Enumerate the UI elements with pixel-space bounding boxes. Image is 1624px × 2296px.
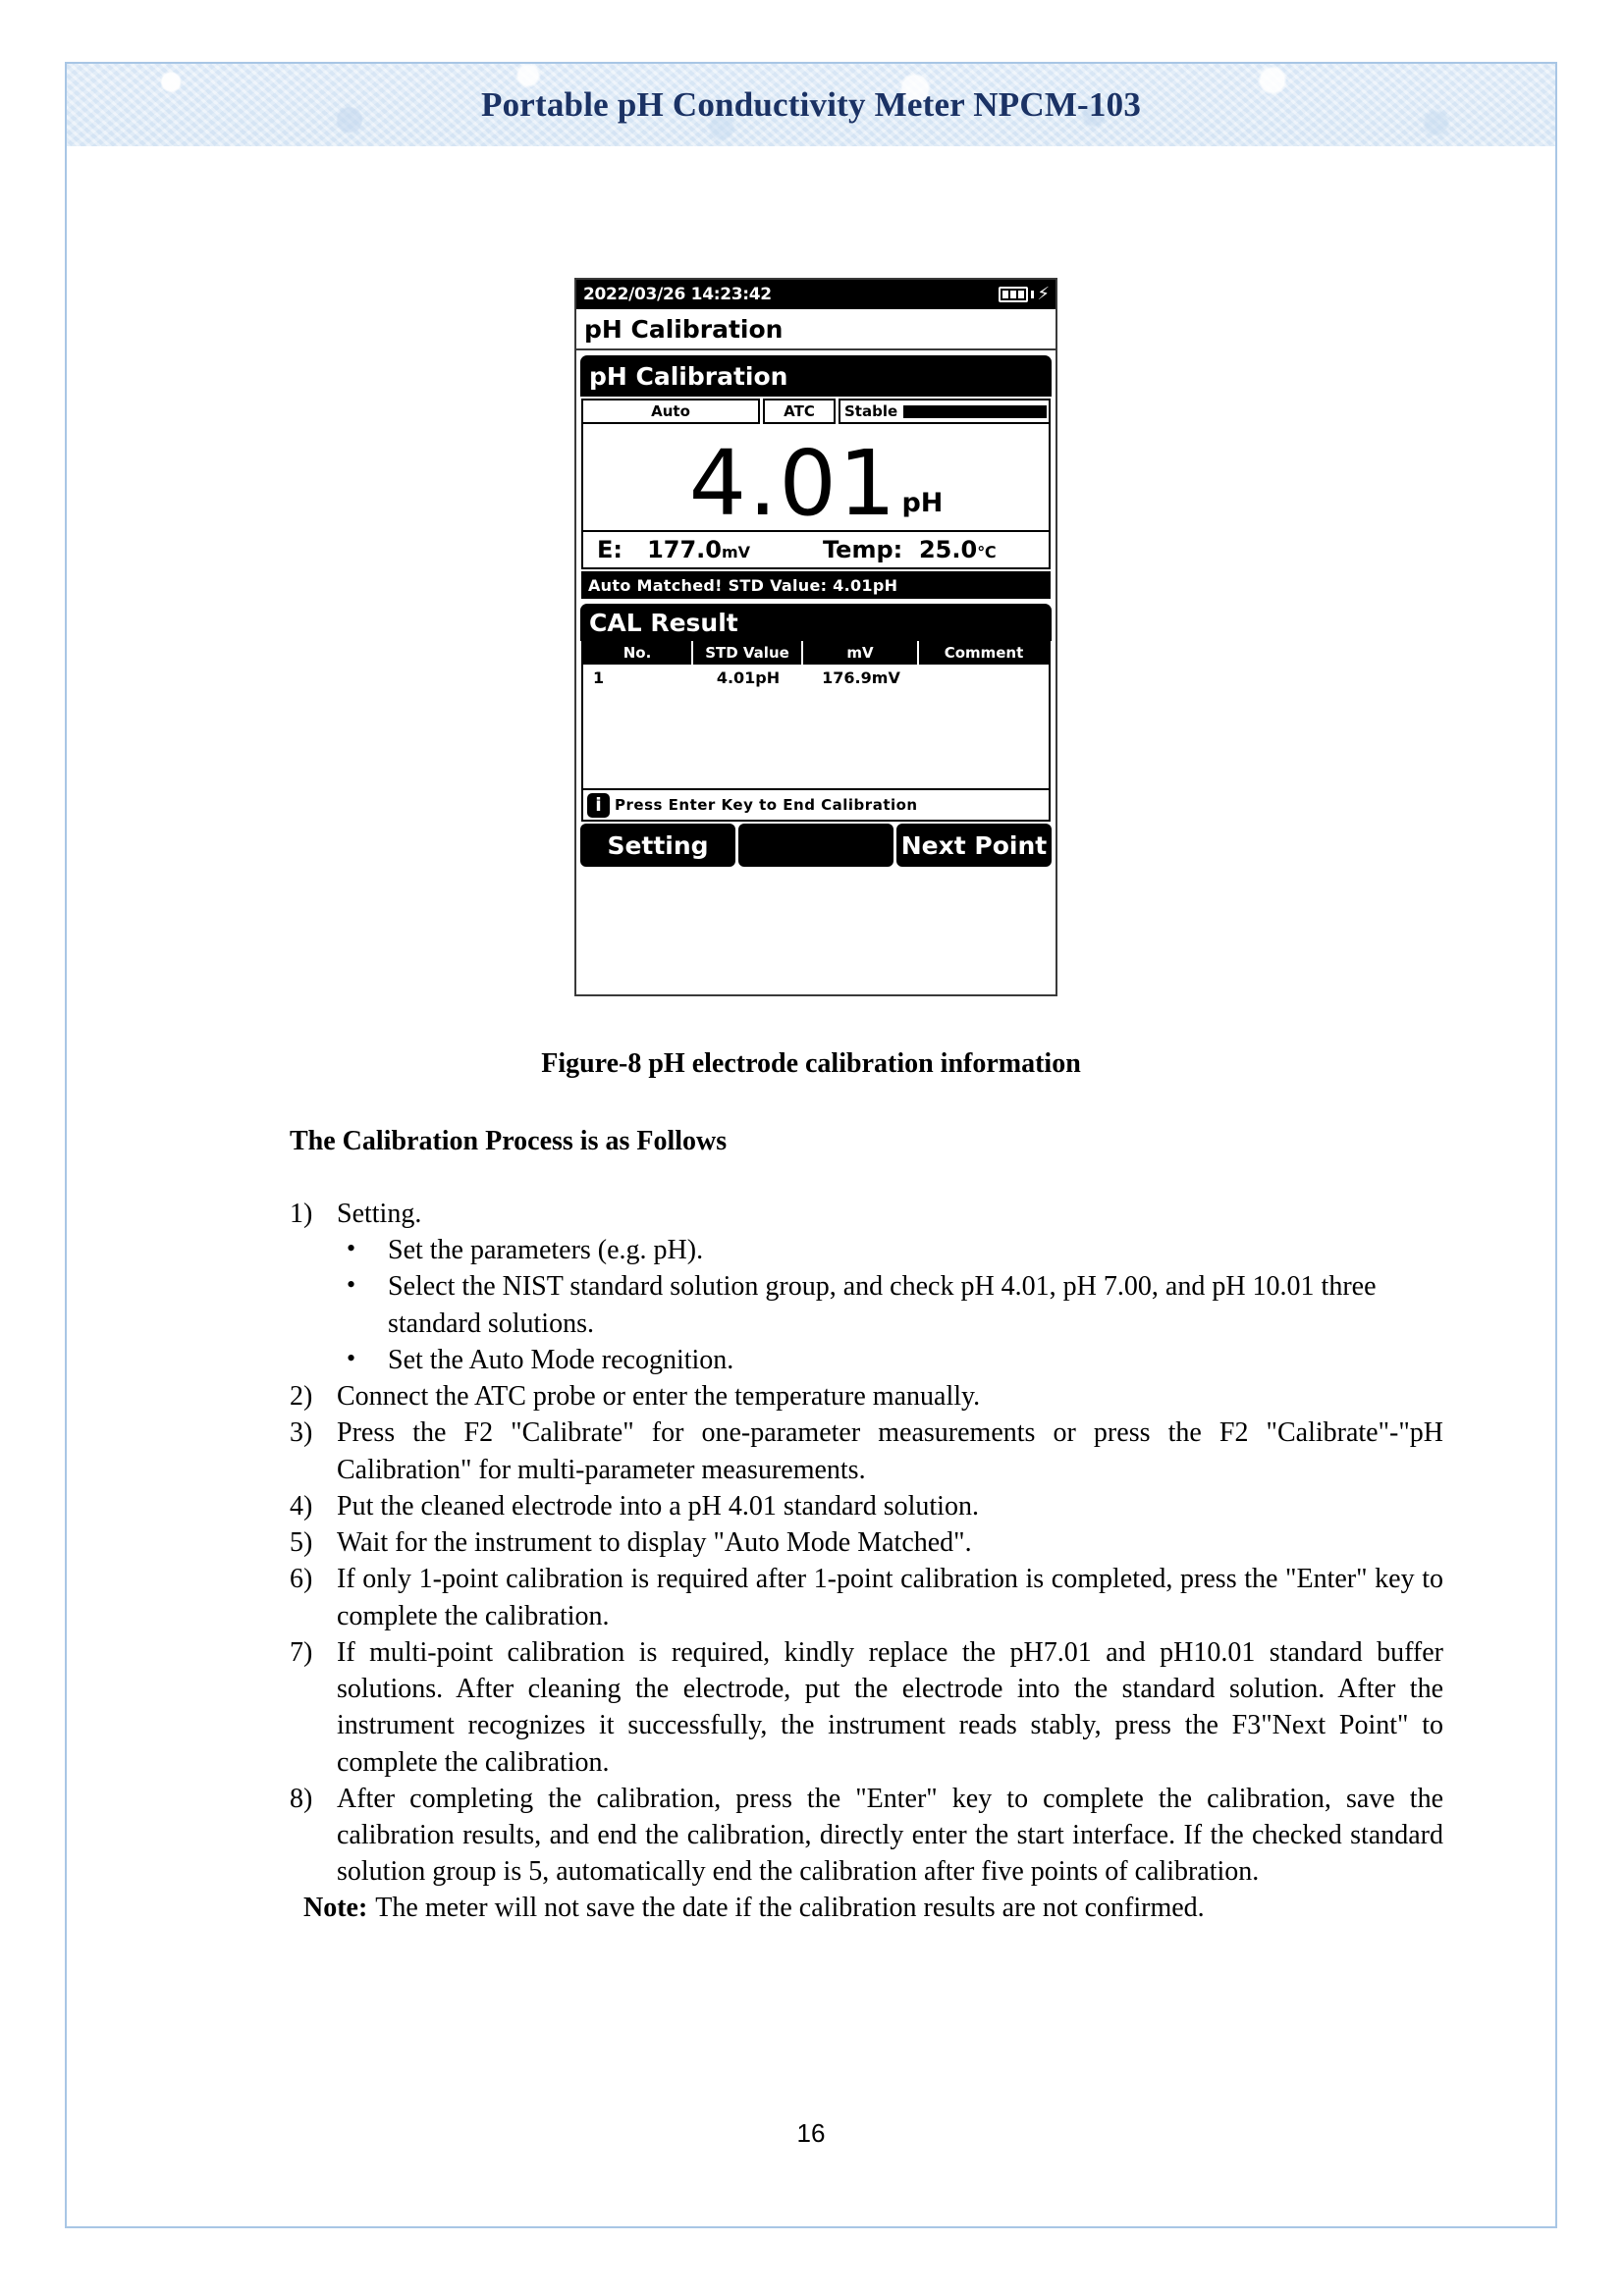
softkey-middle[interactable] [738, 824, 893, 867]
page-title: Portable pH Conductivity Meter NPCM-103 [480, 85, 1142, 124]
reading-unit: pH [901, 488, 944, 518]
device-measurement-row [581, 530, 1051, 569]
cal-result-table [581, 641, 1051, 790]
table-row [583, 665, 1049, 690]
cell-mv: 176.9mV [822, 667, 900, 687]
electrode-potential-readout [583, 536, 823, 563]
info-icon: i [587, 793, 610, 818]
note-text: The meter will not save the date if the calibration results are not confirmed. [375, 1893, 1205, 1924]
list-text: After completing the calibration, press the "Enter" key to complete the calibration, save the calibration results, and end the calibration, directly enter the start interface. If the checked standard solution group is 5, automatically end the calibration after five points of calibration. [337, 1783, 1443, 1888]
temperature-readout [823, 536, 1049, 563]
bullet-icon: • [347, 1270, 356, 1300]
info-bar-text: Press Enter Key to End Calibration [615, 796, 918, 814]
mode-badge-atc: ATC [763, 399, 836, 424]
list-text: Wait for the instrument to display "Auto Mode Matched". [337, 1527, 972, 1559]
list-item [347, 1342, 1443, 1378]
column-header-mv: mV [803, 641, 919, 665]
battery-icon [999, 287, 1028, 302]
note-paragraph [290, 1890, 1443, 1926]
battery-tip-icon [1031, 291, 1034, 298]
list-item [290, 1561, 1443, 1633]
device-status-bar [576, 280, 1056, 309]
list-marker: 5) [290, 1527, 313, 1559]
list-item [290, 1634, 1443, 1781]
list-item [347, 1232, 1443, 1268]
e-unit: mV [722, 543, 751, 561]
softkey-next-point[interactable]: Next Point [896, 824, 1052, 867]
list-item [290, 1415, 1443, 1487]
mode-badge-auto: Auto [581, 399, 760, 424]
temp-unit: ℃ [977, 543, 997, 561]
list-text: Put the cleaned electrode into a pH 4.01 standard solution. [337, 1490, 979, 1522]
list-item [290, 1781, 1443, 1891]
cal-result-header: CAL Result [580, 604, 1052, 641]
stability-progress-bar [903, 405, 1047, 418]
list-item [290, 1524, 1443, 1561]
list-marker: 1) [290, 1199, 313, 1229]
column-header-comment: Comment [944, 644, 1024, 662]
list-marker: 2) [290, 1381, 313, 1413]
mode-badge-stable [839, 399, 1051, 424]
document-header-band [67, 64, 1555, 146]
list-marker: 6) [290, 1564, 313, 1595]
list-text: Set the parameters (e.g. pH). [388, 1235, 704, 1266]
section-heading: The Calibration Process is as Follows [290, 1126, 728, 1156]
list-text: Set the Auto Mode recognition. [388, 1344, 734, 1375]
status-icons [999, 286, 1050, 303]
list-marker: 4) [290, 1490, 313, 1522]
device-screen-figure [574, 278, 1057, 996]
softkey-setting[interactable]: Setting [580, 824, 735, 867]
status-datetime: 2022/03/26 14:23:42 [583, 285, 772, 304]
figure-caption: Figure-8 pH electrode calibration information [541, 1048, 1081, 1079]
temp-value: 25.0 [918, 536, 978, 563]
column-header-no: No. [583, 641, 693, 665]
note-label: Note: [303, 1893, 368, 1924]
list-text: Connect the ATC probe or enter the temperature manually. [337, 1381, 981, 1413]
device-screen-title: pH Calibration [576, 309, 1056, 350]
cal-result-table-header [583, 641, 1049, 665]
list-marker: 7) [290, 1636, 313, 1668]
device-info-bar [581, 790, 1051, 822]
sub-bullet-list [290, 1232, 1443, 1378]
calibration-steps-list [290, 1196, 1443, 1927]
list-text: If multi-point calibration is required, kindly replace the pH7.01 and pH10.01 standard buffer solutions. After cleaning the electrode, put the electrode into the standard solution. After the instrument recognizes it successfully, the instrument reads stably, press the F3"Next Point" to complete the calibration. [337, 1636, 1443, 1778]
charging-bolt-icon: ⚡ [1037, 284, 1050, 304]
e-value: 177.0 [647, 536, 722, 563]
e-label: E: [597, 536, 623, 563]
device-main-reading [581, 424, 1051, 536]
list-marker: 8) [290, 1783, 313, 1814]
list-text: If only 1-point calibration is required after 1-point calibration is completed, press the "Enter" key to complete the calibration. [337, 1564, 1443, 1631]
list-item [347, 1268, 1443, 1341]
stable-label: Stable [844, 402, 898, 420]
device-mode-row [581, 399, 1051, 424]
list-item [290, 1488, 1443, 1524]
column-header-std: STD Value [693, 641, 803, 665]
cell-no: 1 [593, 667, 605, 687]
device-panel-header: pH Calibration [580, 355, 1052, 397]
page-number: 16 [796, 2118, 826, 2148]
reading-value: 4.01 [688, 430, 898, 536]
list-item [290, 1196, 1443, 1232]
list-text: Setting. [337, 1199, 422, 1229]
list-text: Select the NIST standard solution group, and check pH 4.01, pH 7.00, and pH 10.01 three standard solutions. [388, 1271, 1377, 1339]
device-softkey-bar [580, 824, 1052, 867]
temp-label: Temp: [823, 536, 903, 563]
bullet-icon: • [347, 1234, 356, 1263]
list-marker: 3) [290, 1417, 313, 1449]
list-text: Press the F2 "Calibrate" for one-parameter measurements or press the F2 "Calibrate"-"pH Calibration" for multi-parameter measurements. [337, 1417, 1443, 1485]
auto-matched-status: Auto Matched! STD Value: 4.01pH [581, 571, 1051, 599]
bullet-icon: • [347, 1343, 356, 1372]
cell-std: 4.01pH [716, 667, 781, 687]
list-item [290, 1378, 1443, 1415]
